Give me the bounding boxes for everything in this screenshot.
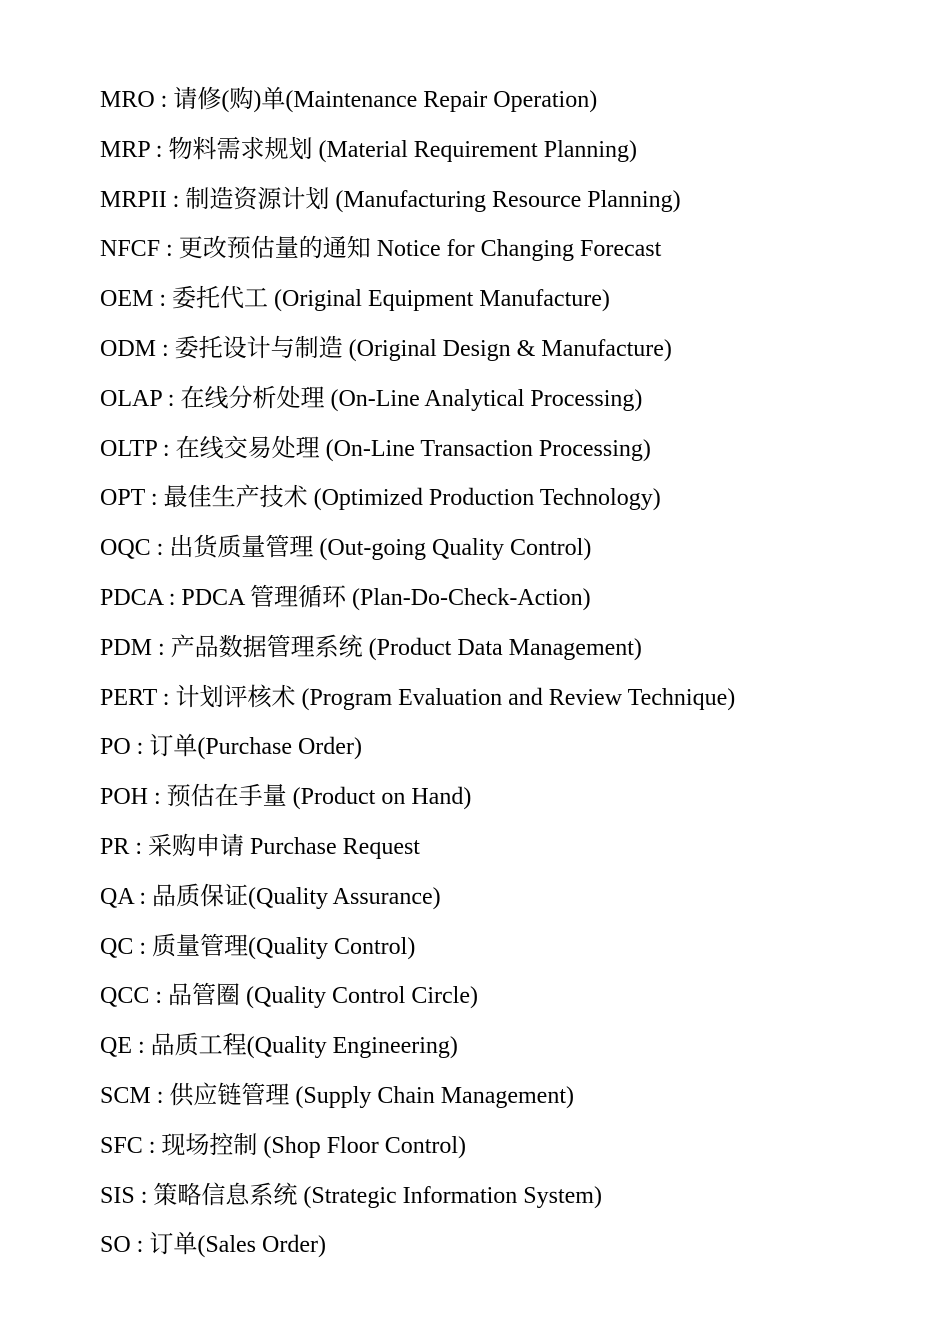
glossary-entry-odm: ODM : 委托设计与制造 (Original Design & Manufacture)	[100, 335, 672, 362]
glossary-entry-pdca: PDCA : PDCA 管理循环 (Plan-Do-Check-Action)	[100, 584, 591, 611]
glossary-entry-sfc: SFC : 现场控制 (Shop Floor Control)	[100, 1132, 467, 1159]
glossary-entry-nfcf: NFCF : 更改预估量的通知 Notice for Changing Forecast	[100, 236, 662, 263]
glossary-entry-pdm: PDM : 产品数据管理系统 (Product Data Management)	[100, 634, 642, 661]
glossary-entry-po: PO : 订单(Purchase Order)	[100, 734, 362, 761]
glossary-entry-qa: QA : 品质保证(Quality Assurance)	[100, 883, 441, 910]
glossary-entry-oqc: OQC : 出货质量管理 (Out-going Quality Control)	[100, 535, 592, 562]
glossary-entry-so: SO : 订单(Sales Order)	[100, 1232, 326, 1259]
glossary-entry-pert: PERT : 计划评核术 (Program Evaluation and Review Technique)	[100, 684, 736, 711]
glossary-entry-qc: QC : 质量管理(Quality Control)	[100, 933, 416, 960]
glossary-entry-qcc: QCC : 品管圈 (Quality Control Circle)	[100, 983, 478, 1010]
glossary-entry-oem: OEM : 委托代工 (Original Equipment Manufacture)	[100, 286, 610, 313]
glossary-entry-sis: SIS : 策略信息系统 (Strategic Information System)	[100, 1182, 602, 1209]
glossary-entry-oltp: OLTP : 在线交易处理 (On-Line Transaction Processing)	[100, 435, 651, 462]
glossary-entry-olap: OLAP : 在线分析处理 (On-Line Analytical Processing)	[100, 385, 643, 412]
glossary-entry-poh: POH : 预估在手量 (Product on Hand)	[100, 784, 472, 811]
glossary-entry-scm: SCM : 供应链管理 (Supply Chain Management)	[100, 1082, 574, 1109]
glossary-list	[100, 82, 900, 1277]
glossary-entry-pr: PR : 采购申请 Purchase Request	[100, 833, 420, 860]
glossary-entry-qe: QE : 品质工程(Quality Engineering)	[100, 1033, 458, 1060]
glossary-entry-mro: MRO : 请修(购)单(Maintenance Repair Operation)	[100, 87, 598, 113]
glossary-entry-mrp: MRP : 物料需求规划 (Material Requirement Planning)	[100, 136, 638, 163]
glossary-entry-opt: OPT : 最佳生产技术 (Optimized Production Technology)	[100, 485, 661, 512]
glossary-entry-mrpii: MRPII : 制造资源计划 (Manufacturing Resource Planning)	[100, 186, 681, 213]
